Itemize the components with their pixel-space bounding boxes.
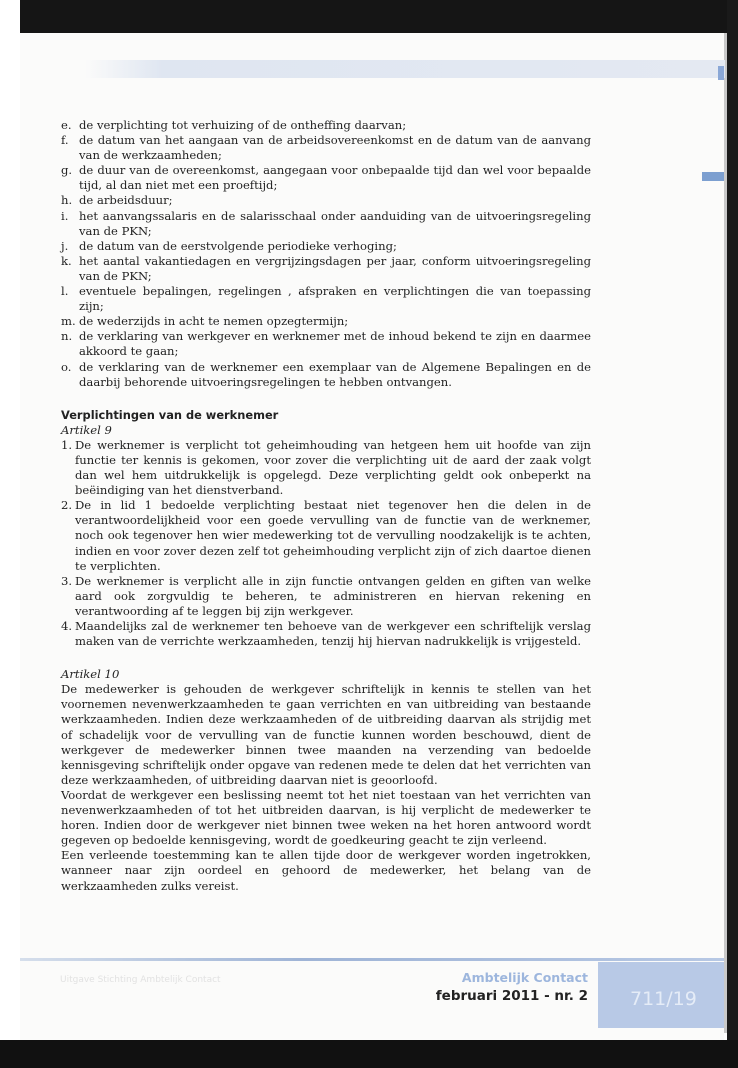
article-9-item-text: Maandelijks zal de werknemer ten behoeve van de werkgever een schriftelijk verslag maken van de verrichte werkzaamheden, tenzij hij hiervan nadrukkelijk is vrijgesteld. — [75, 619, 591, 649]
footer-rule — [20, 958, 724, 961]
list-item-text: de arbeidsduur; — [79, 193, 173, 208]
list-item-marker: g. — [61, 163, 73, 178]
article-9-list — [61, 438, 591, 649]
list-item — [61, 163, 591, 193]
article-9-item-text: De werknemer is verplicht tot geheimhouding van hetgeen hem uit hoofde van zijn functie ter kennis is gekomen, voor zover die verplichting uit de aard der zaak volgt dan wel hem uitdrukkelijk is opgelegd. Deze verplichting geldt ook onbeperkt na beëindiging van het dienstverband. — [75, 437, 591, 498]
list-item-marker: k. — [61, 253, 72, 268]
list-item-marker: h. — [61, 193, 73, 208]
list-item-marker: e. — [61, 118, 72, 132]
list-item-marker: j. — [61, 238, 69, 253]
contract-items-list — [61, 118, 591, 390]
list-item-marker: f. — [61, 133, 69, 148]
scan-border-left — [0, 0, 20, 1068]
list-item-text: de verklaring van werkgever en werknemer met de inhoud bekend te zijn en daarmee akkoord te gaan; — [79, 329, 591, 359]
page-edge-shadow — [724, 33, 727, 1033]
article-9-item — [61, 619, 591, 649]
list-item — [61, 133, 591, 163]
article-9-item-text: De werknemer is verplicht alle in zijn functie ontvangen gelden en giften van welke aard ook zorgvuldig te beheren, te administreren en hiervan rekening en verantwoording af te leggen bij zijn werkgever. — [75, 573, 591, 618]
article-9-item-marker: 1. — [61, 437, 73, 452]
article-9-item — [61, 498, 591, 573]
list-item-text: eventuele bepalingen, regelingen , afspraken en verplichtingen die van toepassing zijn; — [79, 284, 591, 314]
list-item-text: de datum van het aangaan van de arbeidsovereenkomst en de datum van de aanvang van de werkzaamheden; — [79, 133, 591, 163]
list-item-text: het aanvangssalaris en de salarisschaal onder aanduiding van de uitvoeringsregeling van de PKN; — [79, 208, 591, 238]
list-item — [61, 239, 591, 254]
list-item-text: de wederzijds in acht te nemen opzegtermijn; — [79, 314, 349, 329]
article-9-item-marker: 3. — [61, 573, 73, 588]
header-band — [85, 60, 725, 78]
article-9-item — [61, 574, 591, 619]
list-item-text: de duur van de overeenkomst, aangegaan voor onbepaalde tijd dan wel voor bepaalde tijd, al dan niet met een proeftijd; — [79, 163, 591, 193]
list-item-text: de verplichting tot verhuizing of de ontheffing daarvan; — [79, 118, 407, 132]
section-heading: Verplichtingen van de werknemer — [61, 407, 279, 422]
side-marker-top — [718, 66, 724, 80]
list-item-marker: n. — [61, 329, 73, 344]
article-10-paragraph: De medewerker is gehouden de werkgever schriftelijk in kennis te stellen van het voornemen nevenwerkzaamheden te gaan verrichten en van uitbreiding van bestaande werkzaamheden. Indien deze werkzaamheden of de uitbreiding daarvan als strijdig met of schadelijk voor de vervulling van de functie kunnen worden beschouwd, dient de werkgever de medewerker binnen twee maanden na verzending van bedoelde kennisgeving schriftelijk onder opgave van redenen mede te delen dat het verrichten van deze werkzaamheden, of uitbreiding daarvan niet is geoorloofd. — [61, 682, 591, 787]
list-item-text: de verklaring van de werknemer een exemplaar van de Algemene Bepalingen en de daarbij behorende uitvoeringsregelingen te hebben ontvangen. — [79, 359, 591, 389]
scan-border-bottom — [0, 1040, 738, 1068]
footer-issue: februari 2011 - nr. 2 — [435, 988, 588, 1004]
article-10-paragraph: Voordat de werkgever een beslissing neemt tot het niet toestaan van het verrichten van nevenwerkzaamheden of tot het uitbreiden daarvan, is hij verplicht de medewerker te horen. Indien door de werkgever niet binnen twee weken na het horen antwoord wordt gegeven op bedoelde kennisgeving, wordt de goedkeuring geacht te zijn verleend. — [61, 787, 591, 848]
article-10-paragraph: Een verleende toestemming kan te allen tijde door de werkgever worden ingetrokken, wanneer naar zijn oordeel en gehoord de medewerker, het belang van de werkzaamheden zulks vereist. — [61, 848, 591, 893]
article-10-body — [61, 682, 591, 893]
list-item-marker: m. — [61, 314, 76, 329]
article-9-item — [61, 438, 591, 498]
list-item — [61, 360, 591, 390]
list-item — [61, 118, 591, 133]
list-item — [61, 193, 591, 208]
list-item-marker: l. — [61, 284, 69, 299]
article-9-item-marker: 2. — [61, 498, 73, 513]
list-item — [61, 209, 591, 239]
list-item — [61, 329, 591, 359]
list-item — [61, 314, 591, 329]
list-item-text: de datum van de eerstvolgende periodieke verhoging; — [79, 238, 397, 253]
article-10-title: Artikel 10 — [61, 667, 120, 682]
side-marker — [702, 172, 724, 181]
article-9-item-marker: 4. — [61, 619, 73, 633]
page-number: 711/19 — [630, 988, 697, 1010]
list-item-marker: o. — [61, 359, 72, 374]
list-item — [61, 254, 591, 284]
list-item-text: het aantal vakantiedagen en vergrijzingsdagen per jaar, conform uitvoeringsregeling van de PKN; — [79, 253, 591, 283]
scan-border-right — [727, 0, 738, 1068]
footer-ghost-text: Uitgave Stichting Ambtelijk Contact — [60, 975, 221, 985]
scan-border-top — [0, 0, 738, 33]
list-item-marker: i. — [61, 208, 69, 223]
article-9-title: Artikel 9 — [61, 422, 112, 437]
page-body — [61, 118, 591, 894]
footer-brand: Ambtelijk Contact — [461, 970, 588, 985]
article-9-item-text: De in lid 1 bedoelde verplichting bestaat niet tegenover hen die delen in de verantwoordelijkheid voor een goede vervulling van de functie van de werknemer, noch ook tegenover hen wier medewerking tot de vervulling noodzakelijk is te achten, indien en voor zover dezen zelf tot geheimhouding verplicht zijn of zich daartoe dienen te verplichten. — [75, 498, 591, 573]
list-item — [61, 284, 591, 314]
